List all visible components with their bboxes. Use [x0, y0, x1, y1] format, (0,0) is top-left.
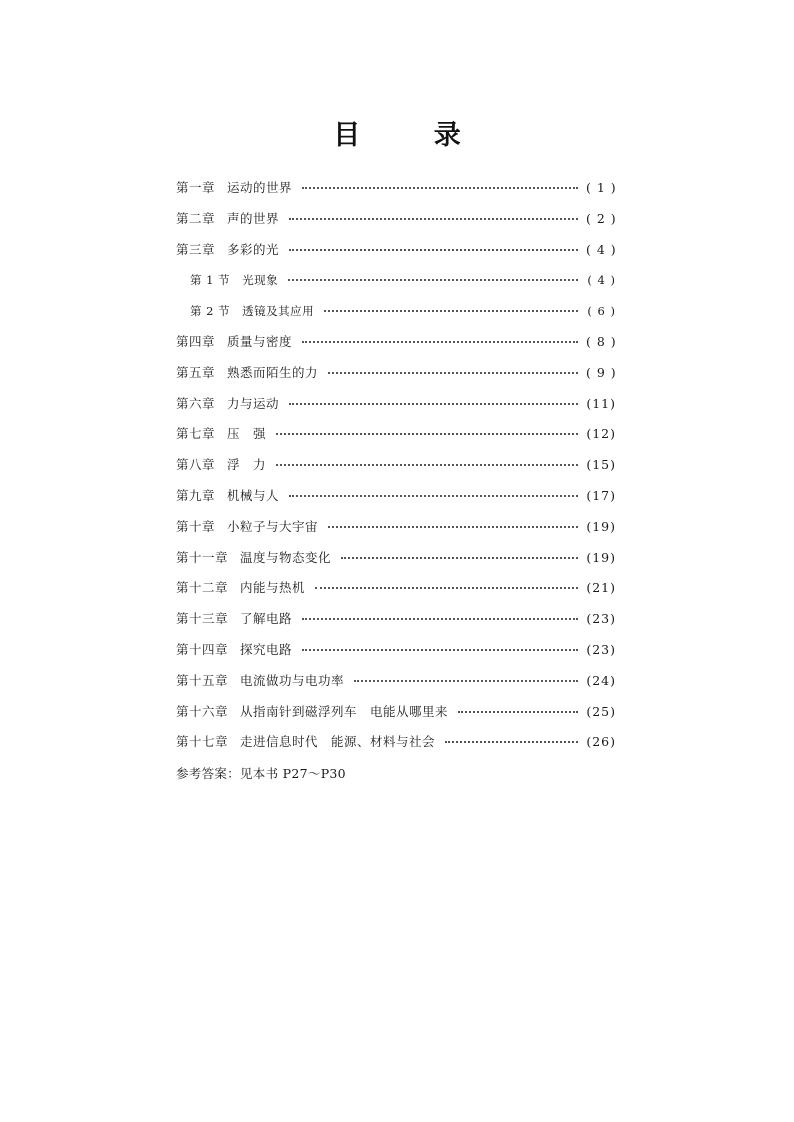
chapter-number: 第十六章: [176, 703, 229, 719]
chapter-number: 第十七章: [176, 734, 229, 750]
toc-entry-chapter-17[interactable]: [176, 727, 616, 758]
dot-leader: [289, 495, 578, 497]
dot-leader: [328, 526, 578, 528]
dot-leader: [315, 587, 578, 589]
dot-leader: [302, 649, 578, 651]
chapter-title: 温度与物态变化: [240, 549, 332, 565]
page-number: ( 2 ): [586, 210, 617, 226]
toc-entry-chapter-3[interactable]: [176, 235, 616, 266]
page-number: (24): [586, 672, 616, 688]
toc-entry-label: [176, 512, 318, 543]
dot-leader: [288, 279, 578, 281]
toc-entry-chapter-1[interactable]: [176, 173, 616, 204]
chapter-title: 运动的世界: [227, 180, 293, 195]
toc-entry-chapter-5[interactable]: [176, 358, 616, 389]
chapter-title: 内能与热机: [240, 580, 306, 596]
section-number: 第 2 节: [190, 304, 231, 319]
page-number: (26): [586, 734, 616, 750]
toc-entry-label: [176, 727, 435, 758]
chapter-number: 第十五章: [176, 672, 229, 688]
page-number: (17): [586, 487, 616, 503]
toc-entry-section-1[interactable]: [176, 265, 616, 296]
chapter-number: 第一章: [176, 180, 216, 195]
dot-leader: [445, 741, 578, 743]
chapter-number: 第八章: [176, 457, 216, 473]
chapter-title: 力与运动: [227, 395, 280, 411]
toc-entry-label: [176, 481, 279, 512]
dot-leader: [276, 433, 578, 435]
toc-entry-chapter-16[interactable]: [176, 697, 616, 728]
chapter-title: 走进信息时代 能源、材料与社会: [240, 734, 436, 750]
toc-entry-label: [190, 296, 314, 327]
toc-entry-chapter-4[interactable]: [176, 327, 616, 358]
section-title: 光现象: [242, 273, 279, 288]
page-number: (25): [586, 703, 616, 719]
toc-entry-chapter-11[interactable]: [176, 543, 616, 574]
page-number: (19): [586, 549, 616, 565]
chapter-number: 第十四章: [176, 641, 229, 657]
page-number: (12): [586, 426, 616, 442]
chapter-title: 熟悉而陌生的力: [227, 364, 319, 380]
section-number: 第 1 节: [190, 273, 231, 288]
chapter-title: 浮 力: [227, 457, 267, 473]
page-number: (23): [586, 641, 616, 657]
chapter-number: 第三章: [176, 241, 216, 257]
toc-entry-chapter-2[interactable]: [176, 204, 616, 235]
dot-leader: [289, 218, 578, 220]
dot-leader: [276, 464, 578, 466]
page-number: ( 6 ): [587, 304, 616, 319]
chapter-number: 第十一章: [176, 549, 229, 565]
section-title: 透镜及其应用: [242, 304, 315, 319]
dot-leader: [302, 341, 578, 343]
page-number: (19): [586, 518, 616, 534]
toc-entry-chapter-7[interactable]: [176, 419, 616, 450]
dot-leader: [458, 711, 578, 713]
toc-entry-label: [176, 235, 279, 266]
dot-leader: [302, 618, 578, 620]
page-number: (11): [586, 395, 616, 411]
toc-entry-label: [176, 358, 318, 389]
toc-entry-label: [176, 389, 279, 420]
page-title: 目 录: [333, 120, 493, 151]
chapter-number: 第五章: [176, 364, 216, 380]
toc-entry-label: [176, 204, 279, 235]
chapter-number: 第七章: [176, 426, 216, 442]
chapter-title: 从指南针到磁浮列车 电能从哪里来: [240, 703, 449, 719]
toc-entry-label: [176, 604, 292, 635]
toc-entry-label: [176, 173, 292, 204]
toc-entry-chapter-13[interactable]: [176, 604, 616, 635]
chapter-title: 质量与密度: [227, 333, 293, 349]
toc-entry-label: [176, 573, 305, 604]
toc-entry-chapter-14[interactable]: [176, 635, 616, 666]
toc-entry-chapter-9[interactable]: [176, 481, 616, 512]
dot-leader: [354, 680, 578, 682]
chapter-number: 第十三章: [176, 611, 229, 627]
chapter-number: 第二章: [176, 210, 216, 226]
table-of-contents: [176, 173, 616, 758]
dot-leader: [324, 310, 578, 312]
toc-entry-label: [176, 543, 331, 574]
toc-entry-chapter-10[interactable]: [176, 512, 616, 543]
chapter-number: 第十二章: [176, 580, 229, 596]
chapter-title: 小粒子与大宇宙: [227, 518, 319, 534]
page-number: ( 4 ): [587, 273, 616, 288]
toc-entry-chapter-6[interactable]: [176, 389, 616, 420]
chapter-title: 电流做功与电功率: [240, 672, 345, 688]
chapter-title: 机械与人: [227, 487, 280, 503]
toc-entry-chapter-12[interactable]: [176, 573, 616, 604]
answer-key-note: 参考答案：见本书 P27～P30: [176, 766, 346, 781]
toc-entry-label: [176, 635, 292, 666]
chapter-number: 第九章: [176, 487, 216, 503]
dot-leader: [328, 372, 578, 374]
dot-leader: [289, 403, 578, 405]
chapter-number: 第六章: [176, 395, 216, 411]
dot-leader: [341, 557, 578, 559]
page-number: (23): [586, 611, 616, 627]
page-number: ( 8 ): [586, 333, 617, 349]
page-number: (21): [586, 580, 616, 596]
toc-entry-chapter-15[interactable]: [176, 666, 616, 697]
toc-entry-chapter-8[interactable]: [176, 450, 616, 481]
dot-leader: [302, 187, 578, 189]
chapter-title: 压 强: [227, 426, 267, 442]
page-number: (15): [586, 457, 616, 473]
dot-leader: [289, 249, 578, 251]
page-number: ( 9 ): [586, 364, 617, 380]
toc-entry-section-2[interactable]: [176, 296, 616, 327]
toc-entry-label: [190, 265, 278, 296]
toc-entry-label: [176, 419, 266, 450]
toc-entry-label: [176, 327, 292, 358]
toc-entry-label: [176, 450, 266, 481]
page-number: ( 1 ): [586, 180, 617, 195]
chapter-number: 第四章: [176, 333, 216, 349]
chapter-title: 多彩的光: [227, 241, 280, 257]
toc-entry-label: [176, 666, 344, 697]
chapter-title: 了解电路: [240, 611, 293, 627]
chapter-number: 第十章: [176, 518, 216, 534]
page-number: ( 4 ): [586, 241, 617, 257]
toc-entry-label: [176, 697, 448, 728]
chapter-title: 声的世界: [227, 210, 280, 226]
chapter-title: 探究电路: [240, 641, 293, 657]
